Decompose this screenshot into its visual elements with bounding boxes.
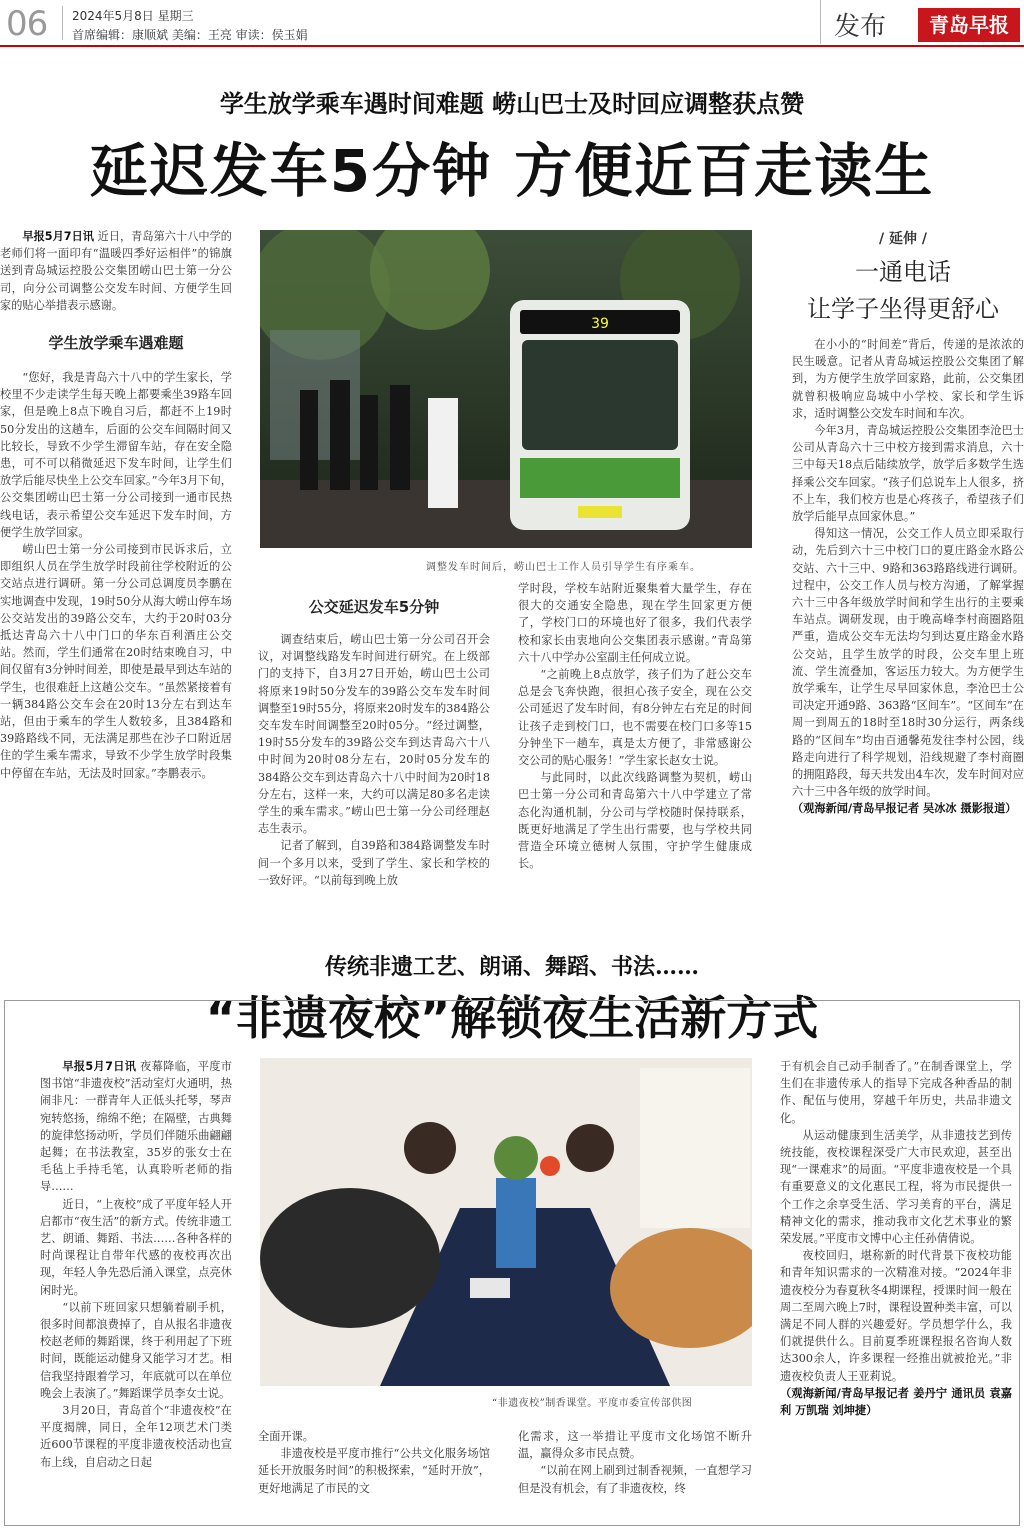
article2-column-2 — [258, 1428, 490, 1497]
section-divider — [820, 0, 821, 44]
article1-paragraph: 与此同时，以此次线路调整为契机，崂山巴士第一分公司和青岛第六十八中学建立了常态化沟通机制，分公司与学校随时保持联系，既更好地满足了学生出行需要，也与学校共同营造全环境立德树人氛围，守护学生健康成长。 — [518, 771, 752, 871]
article1-headline: 延迟发车5分钟 方便近百走读生 — [89, 137, 935, 205]
issue-date: 2024年5月8日 星期三 — [72, 9, 194, 23]
page-number: 06 — [6, 4, 48, 44]
article2-paragraph: “以前在网上刷到过制香视频，一直想学习但是没有机会，有了非遗夜校，终 — [518, 1464, 752, 1495]
section-label: 发布 — [834, 12, 887, 42]
article2-column-4 — [780, 1058, 1012, 1419]
article1-paragraph: 学时段，学校车站附近聚集着大量学生，存在很大的交通安全隐患，现在学生回家更方便了，学校门口的环境也好了很多，我们代表学校和家长由衷地向公交集团表示感谢。”青岛第六十八中学办公室副主任何成立说。 — [518, 582, 752, 664]
article1-column-2 — [258, 596, 490, 889]
sidebar-paragraph: 在小小的“时间差”背后，传递的是浓浓的民生暖意。记者从青岛城运控股公交集团了解到，为方便学生放学回家路，此前，公交集团就曾积极响应岛城中小学校、家长和学生诉求，适时调整公交发车时间和车次。 — [792, 338, 1024, 420]
sidebar-title-line-2: 让学子坐得更舒心 — [807, 295, 999, 323]
article2-kicker: 传统非遗工艺、朗诵、舞蹈、书法…… — [324, 954, 699, 980]
article2-paragraph: 化需求，这一举措让平度市文化场馆不断升温，赢得众多市民点赞。 — [518, 1430, 752, 1461]
article1-subhead-2: 公交延迟发车5分钟 — [308, 598, 440, 616]
sidebar-tag: / 延伸 / — [879, 231, 927, 247]
article1-column-3 — [518, 580, 752, 872]
bus-photo-illustration — [260, 230, 752, 548]
article2-paragraph: 近日，“上夜校”成了平度年轻人开启都市“夜生活”的新方式。传统非遗工艺、朗诵、舞蹈、书法……各种各样的时尚课程让自带年代感的夜校再次出现，年轻人争先恐后涌入课堂，点亮休闲时光。 — [40, 1197, 232, 1297]
article2-column-1 — [40, 1058, 232, 1471]
article1-paragraph: 记者了解到，自39路和384路调整发车时间一个多月以来，受到了学生、家长和学校的一致好评。“以前每到晚上放 — [258, 839, 490, 887]
sidebar-head — [782, 228, 1024, 324]
incense-photo-caption: “非遗夜校”制香课堂。平度市委宣传部供图 — [492, 1398, 693, 1409]
article2-paragraph: 3月20日，青岛首个“非遗夜校”在平度揭牌，同日，全年12项艺术门类近600节课程的平度非遗夜校活动也宣布上线，自启动之日起 — [40, 1404, 232, 1469]
article1-lead: 近日，青岛第六十八中学的老师们将一面印有“温暖四季好运相伴”的锦旗送到青岛城运控股公交集团崂山巴士第一分公司，向分公司调整公交发车时间、方便学生回家的贴心举措表示感谢。 — [0, 230, 232, 312]
article1-paragraph: “您好，我是青岛六十八中的学生家长，学校里不少走读学生每天晚上都要乘坐39路车回家，但是晚上8点下晚自习后，都赶不上19时50分发出的这趟车，后面的公交车间隔时间又比较长，导致不少学生滞留车站，存在安全隐患，可不可以稍微延迟下发车时间，让学生们放学后能尽快坐上公交车回家。”今年3月下旬，公交集团崂山巴士第一分公司接到一通市民热线电话，表示希望公交车延迟下发车时间，方便学生放学回家。 — [0, 371, 232, 539]
sidebar-byline: （观海新闻/青岛早报记者 吴冰冰 摄影报道） — [792, 802, 1017, 816]
svg-text:39: 39 — [591, 316, 609, 332]
article2-paragraph: 夜校回归，堪称新的时代背景下夜校功能和青年知识需求的一次精准对接。“2024年非遗夜校分为春夏秋冬4期课程，授课时间一般在周二至周六晚上7时，课程设置种类丰富，可以满足不同人群的兴趣爱好。学员想学什么，我们就提供什么。目前夏季班课程报名咨询人数达300余人，许多课程一经推出就被抢光。”非遗夜校负责人王亚莉说。 — [780, 1249, 1012, 1383]
article1-paragraph: 崂山巴士第一分公司接到市民诉求后，立即组织人员在学生放学时段前往学校附近的公交站点进行调研。第一分公司总调度员李鹏在实地调查中发现，19时50分从海大崂山停车场公交站发出的39路公交车，大约于20时03分抵达青岛六十八中门口的华东百利酒庄公交站。然而，学生们通常在20时结束晚自习，中间仅留有3分钟时间差，即使是最早到达车站的学生，也很难赶上这趟公交车。“虽然紧接着有一辆384路公交车会在20时13分左右到达车站，但由于乘车的学生人数较多，且384路和39路路线不同，无法满足那些在沙子口附近居住的学生乘车需求，导致不少学生放学时段集中停留在车站，无法及时回家。”李鹏表示。 — [0, 543, 232, 780]
sidebar-paragraph: 今年3月，青岛城运控股公交集团李沧巴士公司从青岛六十三中校方接到需求消息，六十三中每天18点后陆续放学，放学后多数学生选择乘公交车回家。“孩子们总说车上人很多，挤不上车，我们校方也是心疼孩子，希望孩子们放学后能早点回家休息。” — [792, 424, 1024, 524]
incense-class-photo — [260, 1058, 752, 1386]
article1-subhead-1: 学生放学乘车遇难题 — [48, 334, 184, 353]
article2-byline: （观海新闻/青岛早报记者 姜丹宁 通讯员 袁嘉利 万凯瑞 刘坤捷） — [780, 1386, 1012, 1418]
sidebar-title-line-1: 一通电话 — [855, 258, 951, 286]
sidebar-paragraph: 得知这一情况，公交工作人员立即采取行动，先后到六十三中校门口的夏庄路金水路公交站、六十三中、9路和363路路线进行调研。过程中，公交工作人员与校方沟通，了解掌握六十三中各年级放学时间和学生出行的主要乘车站点。调研发现，由于晚高峰李村商圈路阻严重，造成公交车无法均匀到达夏庄路金水路公交站，且学生放学的时段，公交车里上班流、学生流叠加，客运压力较大。为方便学生放学乘车，让学生尽早回家休息，李沧巴士公司决定开通9路、363路“区间车”。“区间车”在周一到周五的18时至18时30分运行，两条线路的“区间车”均由百通馨苑发往李村公园，线路走向进行了科学规划，沿线规避了李村商圈的拥阻路段，每天共发出4车次，发车时间对应六十三中各年级的放学时间。 — [792, 527, 1024, 799]
incense-class-illustration — [260, 1058, 752, 1386]
article2-paragraph: “以前下班回家只想躺着刷手机，很多时间都浪费掉了，自从报名非遗夜校赵老师的舞蹈课，终于利用起了下班时间，既能运动健身又能学习才艺。相信我坚持跟着学习，年底就可以在单位晚会上表演了。”舞蹈课学员李女士说。 — [40, 1300, 232, 1400]
article2-paragraph: 非遗夜校是平度市推行“公共文化服务场馆延长开放服务时间”的积极探索，“延时开放”，更好地满足了市民的文 — [258, 1447, 490, 1495]
sidebar-body — [792, 336, 1024, 818]
article1-kicker: 学生放学乘车遇时间难题 崂山巴士及时回应调整获点赞 — [219, 89, 805, 118]
paper-logo: 青岛早报 — [918, 8, 1020, 42]
article1-paragraph: 调查结束后，崂山巴士第一分公司召开会议，对调整线路发车时间进行研究。在上级部门的支持下，自3月27日开始，崂山巴士公司将原来19时50分发车的39路公交车发车时间调整至19时55分，将原来20时发车的384路公交车发车时间调整至20时05分。“经过调整，19时55分发车的39路公交车到达青岛六十八中时间为20时08分左右，20时05分发车的384路公交车到达青岛六十八中时间为20时18分左右，这样一来，大约可以满足80多名走读学生的乘车需求。”崂山巴士第一分公司经理赵志生表示。 — [258, 633, 490, 836]
article2-paragraph: 于有机会自己动手制香了。”在制香课堂上，学生们在非遗传承人的指导下完成各种香品的制作、配伍与使用，穿越千年历史，共品非遗文化。 — [780, 1060, 1012, 1125]
article2-lead: 夜幕降临，平度市图书馆“非遗夜校”活动室灯火通明，热闹非凡：一群青年人正低头托琴，琴声宛转悠扬，绵绵不绝；在隔壁，古典舞的旋律悠扬动听，学员们伴随乐曲翩翩起舞；在书法教室，35岁的张女士在毛毡上手持毛笔，认真聆听老师的指导…… — [40, 1060, 232, 1194]
article2-column-3 — [518, 1428, 752, 1497]
article1-lead-tag: 早报5月7日讯 — [22, 230, 94, 243]
article1-column-1 — [0, 228, 232, 782]
article2-headline: “非遗夜校”解锁夜生活新方式 — [205, 991, 819, 1045]
article2-lead-tag: 早报5月7日讯 — [62, 1060, 137, 1073]
bus-photo — [260, 230, 752, 548]
article2-paragraph: 全面开课。 — [258, 1430, 314, 1443]
article2-paragraph: 从运动健康到生活美学，从非遗技艺到传统技能，夜校课程深受广大市民欢迎，甚至出现“一课难求”的局面。“平度非遗夜校是一个具有重要意义的文化惠民工程，将为市民提供一个工作之余享受生活、学习美育的平台，满足精神文化的需求，推动我市文化艺术事业的繁荣发展。”平度市文博中心主任孙倩倩说。 — [780, 1128, 1012, 1246]
header-divider — [62, 6, 63, 40]
editors-line: 首席编辑：康顺斌 美编：王亮 审读：侯玉娟 — [72, 28, 308, 42]
article1-paragraph: “之前晚上8点放学，孩子们为了赶公交车总是会飞奔快跑，很担心孩子安全，现在公交公司延迟了发车时间，有8分钟左右充足的时间让孩子走到校门口，也不需要在校门口多等15分钟坐下一趟车，真是太方便了，非常感谢公交公司的贴心服务！”学生家长赵女士说。 — [518, 668, 752, 768]
header-rule — [0, 45, 1024, 47]
bus-photo-caption: 调整发车时间后，崂山巴士工作人员引导学生有序乘车。 — [426, 562, 701, 573]
